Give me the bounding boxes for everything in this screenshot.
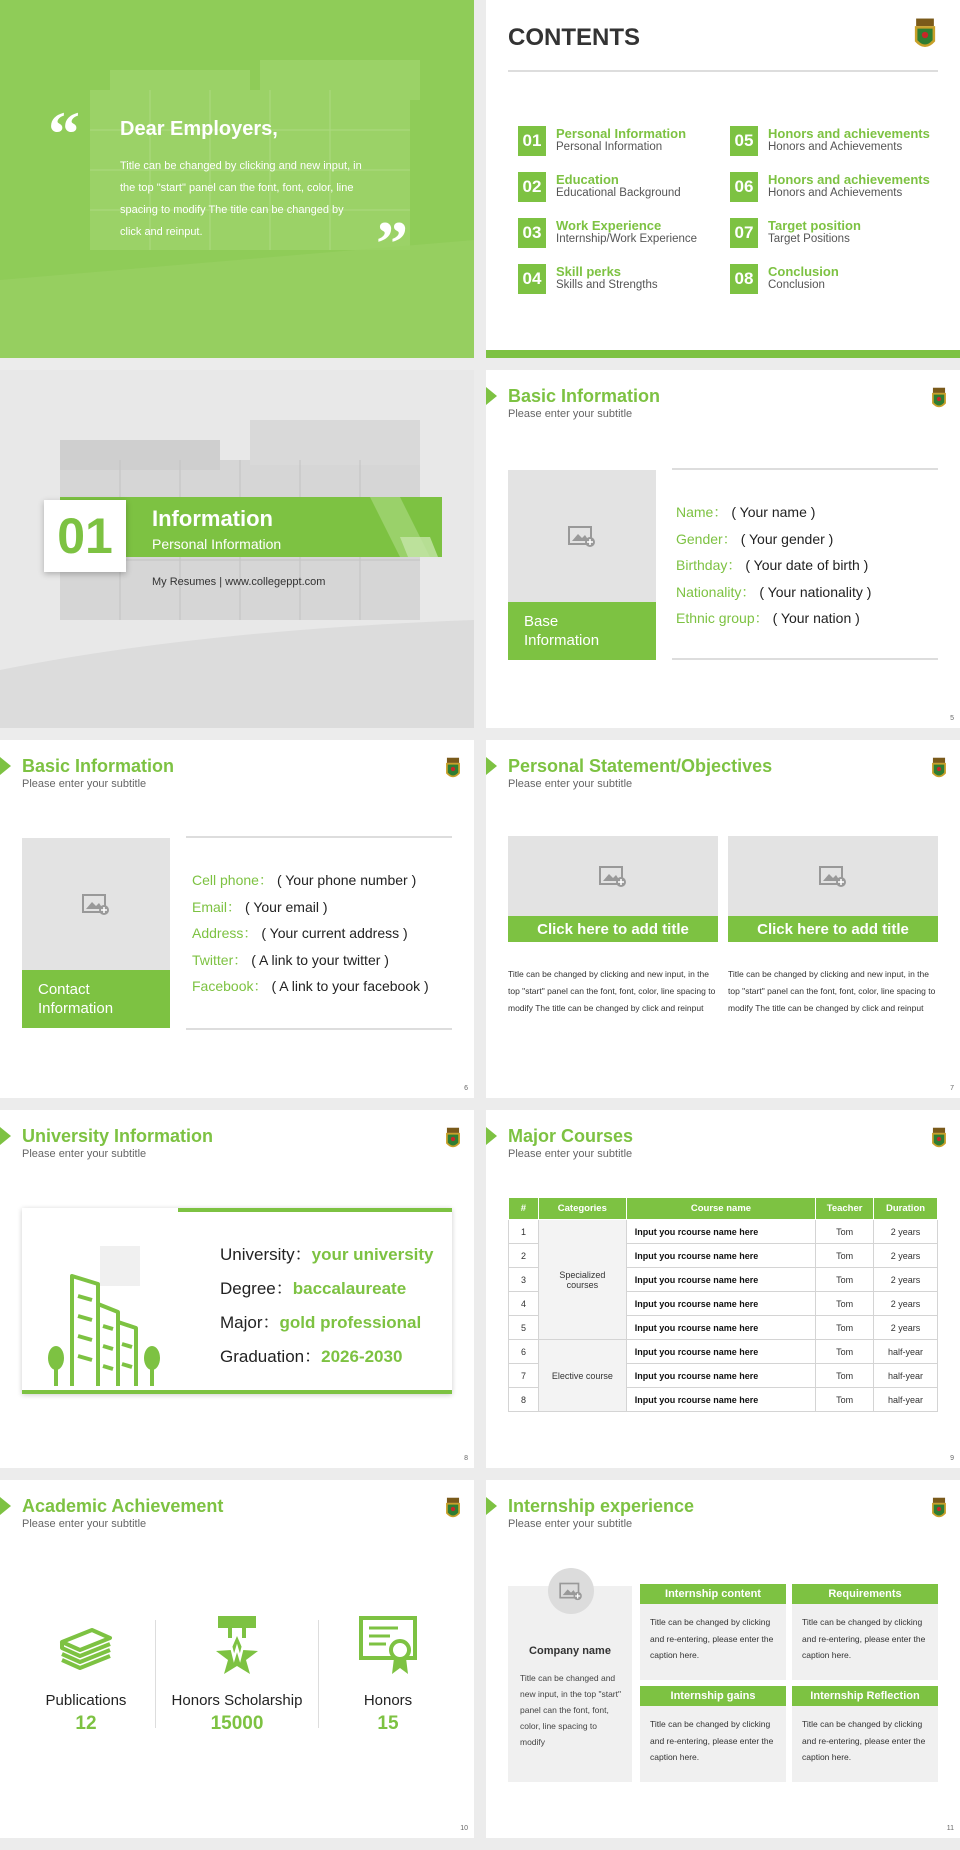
books-icon <box>56 1620 116 1676</box>
page-number: 10 <box>460 1825 468 1832</box>
detail-label: Major： <box>220 1313 280 1332</box>
contents-item[interactable] <box>518 264 728 300</box>
teacher-cell: Tom <box>816 1292 874 1316</box>
course-name-cell[interactable]: Input you rcourse name here <box>626 1340 815 1364</box>
university-details <box>220 1240 470 1376</box>
university-crest-logo <box>928 386 950 412</box>
section-subtitle: Personal Information <box>152 536 282 552</box>
teacher-cell: Tom <box>816 1220 874 1244</box>
card-text: Title can be changed by clicking and new input, in the top "start" panel can the font, font, color, line spacing to modify The title can be changed by click and reinput <box>508 969 716 1013</box>
field-label: Twitter： <box>192 951 248 968</box>
achievement-label: Honors <box>363 1692 413 1709</box>
achievement-divider-1 <box>155 1620 156 1728</box>
section-title: Information <box>152 506 273 531</box>
duration-cell: 2 years <box>874 1268 938 1292</box>
table-header-cell: # <box>509 1198 539 1220</box>
slide-section-information <box>0 370 474 728</box>
company-logo-placeholder[interactable] <box>548 1568 594 1614</box>
fields-divider-top <box>672 468 938 470</box>
contents-item-subtitle: Target Positions <box>768 233 850 245</box>
table-row <box>509 1340 938 1364</box>
slide-contact-information <box>0 740 474 1098</box>
contents-item[interactable] <box>518 172 728 208</box>
table-header-cell: Categories <box>538 1198 626 1220</box>
table-header-cell: Course name <box>626 1198 815 1220</box>
field-label: Cell phone： <box>192 872 273 888</box>
field-label: Email： <box>192 898 242 915</box>
greeting-title: Dear Employers, <box>120 118 278 140</box>
slide-title: Major Courses <box>508 1126 634 1146</box>
card-image-placeholder[interactable] <box>508 836 718 916</box>
university-crest-logo <box>442 1126 464 1152</box>
field-value[interactable]: ( Your nation ) <box>772 610 860 626</box>
box-label: Contact Information <box>22 970 170 1028</box>
course-name-cell[interactable]: Input you rcourse name here <box>626 1244 815 1268</box>
bottom-accent-bar <box>486 350 960 358</box>
university-crest-logo <box>442 756 464 782</box>
company-description: Title can be changed and new input, in the top "start" panel can the font, font, color, line spacing to modify <box>520 1673 622 1747</box>
slide-academic-achievement <box>0 1480 474 1838</box>
university-crest-logo <box>928 756 950 782</box>
slide-contents <box>486 0 960 358</box>
slide-title: Academic Achievement <box>22 1496 224 1516</box>
box-label: Base Information <box>508 602 656 660</box>
table-header-cell: Teacher <box>816 1198 874 1220</box>
category-cell: Elective course <box>538 1340 626 1412</box>
university-detail-row <box>220 1274 470 1308</box>
contents-item-number: 04 <box>518 264 546 294</box>
contents-item-title: Honors and achievements <box>768 126 930 141</box>
field-label: Name： <box>676 504 728 520</box>
table-row <box>509 1220 938 1244</box>
page-number: 11 <box>946 1825 954 1832</box>
teacher-cell: Tom <box>816 1268 874 1292</box>
internship-box-text: Title can be changed by clicking and re-entering, please enter the caption here. <box>650 1719 774 1762</box>
field-value[interactable]: ( Your gender ) <box>740 530 834 547</box>
detail-value[interactable]: baccalaureate <box>292 1279 407 1298</box>
row-number: 3 <box>509 1268 539 1292</box>
achievement-divider-2 <box>318 1620 319 1728</box>
info-fields <box>676 502 946 635</box>
field-label: Birthday： <box>676 557 742 573</box>
internship-box-text: Title can be changed by clicking and re-entering, please enter the caption here. <box>802 1719 926 1762</box>
footer-text: My Resumes | www.collegeppt.com <box>152 576 326 588</box>
university-detail-row <box>220 1308 470 1342</box>
header-marker <box>486 757 497 775</box>
contents-item-number: 03 <box>518 218 546 248</box>
internship-box-title[interactable]: Internship Reflection <box>792 1686 938 1706</box>
university-detail-row <box>220 1240 470 1274</box>
slide-basic-information <box>486 370 960 728</box>
duration-cell: 2 years <box>874 1316 938 1340</box>
info-field-row <box>192 950 468 977</box>
achievement-value: 15 <box>377 1713 399 1734</box>
contents-item-title: Target position <box>768 218 861 233</box>
contents-item-number: 05 <box>730 126 758 156</box>
contents-item-subtitle: Internship/Work Experience <box>556 233 698 245</box>
field-value[interactable]: ( A link to your facebook ) <box>271 978 429 994</box>
contents-item-subtitle: Honors and Achievements <box>768 141 903 153</box>
internship-box-title[interactable]: Requirements <box>792 1584 938 1604</box>
contents-item-subtitle: Honors and Achievements <box>768 187 903 199</box>
info-field-row <box>192 976 468 1003</box>
contents-item[interactable] <box>730 218 940 254</box>
card-bottom-accent <box>22 1390 452 1394</box>
slide-internship-experience <box>486 1480 960 1838</box>
course-name-cell[interactable]: Input you rcourse name here <box>626 1292 815 1316</box>
contents-item-title: Work Experience <box>556 218 662 233</box>
info-field-row <box>676 529 946 556</box>
row-number: 4 <box>509 1292 539 1316</box>
image-placeholder-icon <box>599 864 627 888</box>
university-building-icon <box>40 1236 170 1386</box>
banner-stripes <box>360 497 440 557</box>
field-value[interactable]: ( Your nationality ) <box>759 583 872 600</box>
card-image-placeholder[interactable] <box>728 836 938 916</box>
page-number: 7 <box>950 1085 954 1092</box>
field-value[interactable]: ( A link to your twitter ) <box>251 951 389 968</box>
contents-item-title: Skill perks <box>556 264 622 279</box>
slide-subtitle: Please enter your subtitle <box>508 1148 633 1160</box>
contact-fields <box>192 870 468 1003</box>
duration-cell: 2 years <box>874 1292 938 1316</box>
slide-dear-employers <box>0 0 474 358</box>
detail-value[interactable]: 2026-2030 <box>321 1347 403 1366</box>
slide-subtitle: Please enter your subtitle <box>508 408 633 420</box>
detail-value[interactable]: your university <box>311 1245 434 1264</box>
greeting-body: Title can be changed by clicking and new input, in the top "start" panel can the font, font, color, line spacing to modify The title can be changed by click and reinput. <box>120 160 362 238</box>
contents-item[interactable] <box>730 172 940 208</box>
field-label: Gender： <box>676 530 737 547</box>
slide-title: Internship experience <box>508 1496 695 1516</box>
contents-item[interactable] <box>730 126 940 162</box>
duration-cell: half-year <box>874 1340 938 1364</box>
duration-cell: half-year <box>874 1388 938 1412</box>
contents-item[interactable] <box>730 264 940 300</box>
info-field-row <box>192 923 468 950</box>
teacher-cell: Tom <box>816 1244 874 1268</box>
contents-item-number: 07 <box>730 218 758 248</box>
slide-title: Basic Information <box>22 756 175 776</box>
slide-subtitle: Please enter your subtitle <box>22 778 147 790</box>
header-marker <box>0 757 11 775</box>
photo-placeholder[interactable] <box>508 470 656 602</box>
detail-label: Degree： <box>220 1279 293 1298</box>
contents-item-title: Conclusion <box>768 264 839 279</box>
fields-divider-bottom <box>186 1028 452 1030</box>
contents-item-title: Honors and achievements <box>768 172 930 187</box>
detail-label: Graduation： <box>220 1347 322 1366</box>
slide-university-information <box>0 1110 474 1468</box>
slide-personal-statement <box>486 740 960 1098</box>
page-number: 9 <box>950 1455 954 1462</box>
slide-subtitle: Please enter your subtitle <box>22 1148 147 1160</box>
page-number: 5 <box>950 715 954 722</box>
detail-value[interactable]: gold professional <box>279 1313 422 1332</box>
field-label: Ethnic group： <box>676 610 769 626</box>
field-label: Address： <box>192 925 258 941</box>
info-field-row <box>192 870 468 897</box>
university-crest-logo <box>928 1126 950 1152</box>
university-crest-logo <box>912 16 938 54</box>
teacher-cell: Tom <box>816 1340 874 1364</box>
header-marker <box>486 387 497 405</box>
duration-cell: 2 years <box>874 1220 938 1244</box>
image-placeholder-icon <box>559 1581 583 1601</box>
image-placeholder-icon <box>82 892 110 916</box>
info-field-row <box>676 502 946 529</box>
achievement-value: 15000 <box>210 1713 264 1734</box>
table-header-cell: Duration <box>874 1198 938 1220</box>
header-marker <box>0 1497 11 1515</box>
section-number-box <box>44 500 126 572</box>
row-number: 1 <box>509 1220 539 1244</box>
field-label: Facebook： <box>192 978 268 994</box>
header-marker <box>486 1497 497 1515</box>
contents-item-number: 01 <box>518 126 546 156</box>
courses-table <box>508 1197 938 1412</box>
slide-major-courses <box>486 1110 960 1468</box>
internship-box-text: Title can be changed by clicking and re-entering, please enter the caption here. <box>802 1617 926 1660</box>
header-marker <box>0 1127 11 1145</box>
info-field-row <box>676 555 946 582</box>
contents-item[interactable] <box>518 218 728 254</box>
field-value[interactable]: ( Your phone number ) <box>276 872 417 888</box>
teacher-cell: Tom <box>816 1364 874 1388</box>
university-crest-logo <box>442 1496 464 1522</box>
contents-item-number: 06 <box>730 172 758 202</box>
achievement-label: Publications <box>45 1692 127 1709</box>
contents-item-subtitle: Educational Background <box>556 187 681 199</box>
info-field-row <box>676 582 946 609</box>
fields-divider-bottom <box>672 658 938 660</box>
table-header-row <box>509 1198 938 1220</box>
section-number: 01 <box>57 508 113 564</box>
teacher-cell: Tom <box>816 1316 874 1340</box>
contents-list <box>518 126 948 306</box>
contents-item-subtitle: Personal Information <box>556 141 663 153</box>
category-cell: Specialized courses <box>538 1220 626 1340</box>
contents-item-title: Personal Information <box>556 126 687 141</box>
achievement-label: Honors Scholarship <box>171 1692 303 1709</box>
slide-title: University Information <box>22 1126 214 1146</box>
duration-cell: 2 years <box>874 1244 938 1268</box>
row-number: 7 <box>509 1364 539 1388</box>
slide-subtitle: Please enter your subtitle <box>22 1518 147 1530</box>
certificate-icon <box>358 1614 418 1676</box>
course-name-cell[interactable]: Input you rcourse name here <box>626 1364 815 1388</box>
slide-title: Basic Information <box>508 386 661 406</box>
course-name-cell[interactable]: Input you rcourse name here <box>626 1220 815 1244</box>
field-label: Nationality： <box>676 583 756 600</box>
info-field-row <box>676 608 946 635</box>
teacher-cell: Tom <box>816 1388 874 1412</box>
close-quote-mark: ” <box>376 208 408 279</box>
image-placeholder-icon <box>819 864 847 888</box>
row-number: 6 <box>509 1340 539 1364</box>
contents-item[interactable] <box>518 126 728 162</box>
row-number: 8 <box>509 1388 539 1412</box>
slide-title: Personal Statement/Objectives <box>508 756 773 776</box>
page-title: CONTENTS <box>508 24 640 51</box>
card-top-accent <box>178 1208 452 1212</box>
internship-box-title[interactable]: Internship content <box>640 1584 786 1604</box>
course-name-cell[interactable]: Input you rcourse name here <box>626 1388 815 1412</box>
company-name: Company name <box>529 1645 611 1657</box>
contents-item-subtitle: Skills and Strengths <box>556 279 658 291</box>
field-value[interactable]: ( Your date of birth ) <box>745 557 869 573</box>
course-name-cell[interactable]: Input you rcourse name here <box>626 1268 815 1292</box>
photo-placeholder[interactable] <box>22 838 170 970</box>
medal-icon <box>212 1614 262 1674</box>
add-title-button[interactable]: Click here to add title <box>728 916 938 942</box>
achievement-value: 12 <box>75 1713 97 1734</box>
add-title-button[interactable]: Click here to add title <box>508 916 718 942</box>
field-value[interactable]: ( Your name ) <box>731 504 816 520</box>
university-detail-row <box>220 1342 470 1376</box>
internship-box-text: Title can be changed by clicking and re-entering, please enter the caption here. <box>650 1617 774 1660</box>
contents-item-title: Education <box>556 172 619 187</box>
slide-subtitle: Please enter your subtitle <box>508 1518 633 1530</box>
field-value[interactable]: ( Your current address ) <box>261 925 408 941</box>
contents-item-number: 02 <box>518 172 546 202</box>
duration-cell: half-year <box>874 1364 938 1388</box>
open-quote-mark: “ <box>48 98 80 169</box>
row-number: 5 <box>509 1316 539 1340</box>
title-divider <box>508 70 938 72</box>
image-placeholder-icon <box>568 524 596 548</box>
field-value[interactable]: ( Your email ) <box>245 898 328 915</box>
contents-item-subtitle: Conclusion <box>768 279 825 291</box>
card-text: Title can be changed by clicking and new input, in the top "start" panel can the font, font, color, line spacing to modify The title can be changed by click and reinput <box>728 969 936 1013</box>
slide-subtitle: Please enter your subtitle <box>508 778 633 790</box>
fields-divider-top <box>186 836 452 838</box>
contents-item-number: 08 <box>730 264 758 294</box>
page-number: 8 <box>464 1455 468 1462</box>
detail-label: University： <box>220 1245 312 1264</box>
university-crest-logo <box>928 1496 950 1522</box>
info-field-row <box>192 897 468 924</box>
internship-box-title[interactable]: Internship gains <box>640 1686 786 1706</box>
row-number: 2 <box>509 1244 539 1268</box>
header-marker <box>486 1127 497 1145</box>
course-name-cell[interactable]: Input you rcourse name here <box>626 1316 815 1340</box>
page-number: 6 <box>464 1085 468 1092</box>
